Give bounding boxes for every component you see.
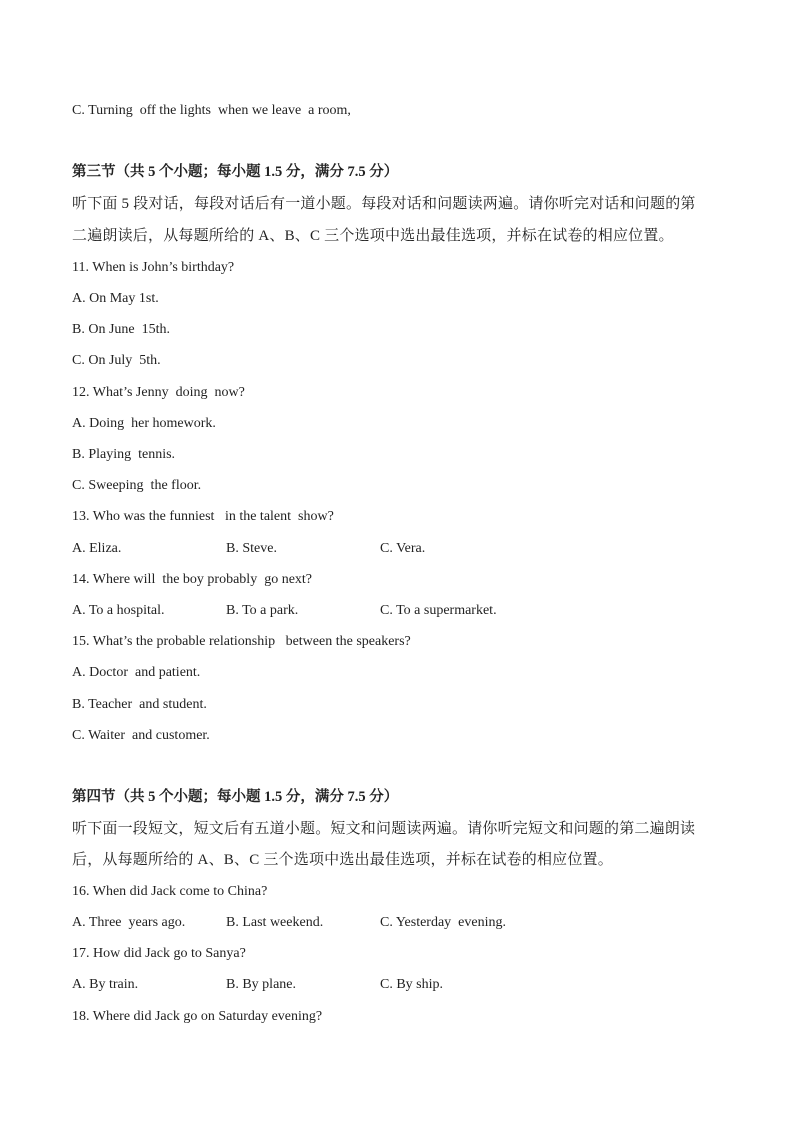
section3-heading: 第三节（共 5 个小题；每小题 1.5 分，满分 7.5 分） xyxy=(72,164,399,180)
q16-option-c: C. Yesterday evening. xyxy=(380,915,506,930)
section4-instruction-line1: 听下面一段短文，短文后有五道小题。短文和问题读两遍。请你听完短文和问题的第二遍朗读 xyxy=(72,821,696,837)
section3-instruction-line2: 二遍朗读后，从每题所给的 A、B、C 三个选项中选出最佳选项，并标在试卷的相应位置。 xyxy=(72,228,674,244)
q11-option-c: C. On July 5th. xyxy=(72,353,161,368)
q17-option-a: A. By train. xyxy=(72,977,139,992)
q16-option-a: A. Three years ago. xyxy=(72,915,186,930)
q13-option-a: A. Eliza. xyxy=(72,541,122,556)
q15-question: 15. What’s the probable relationship between the speakers? xyxy=(72,634,411,649)
q12-option-c: C. Sweeping the floor. xyxy=(72,478,202,493)
q15-option-b: B. Teacher and student. xyxy=(72,697,207,712)
section4-heading: 第四节（共 5 个小题；每小题 1.5 分，满分 7.5 分） xyxy=(72,789,399,805)
q15-option-a: A. Doctor and patient. xyxy=(72,665,201,680)
section3-instruction-line1: 听下面 5 段对话，每段对话后有一道小题。每段对话和问题读两遍。请你听完对话和问题的第 xyxy=(72,196,696,212)
q14-option-a: A. To a hospital. xyxy=(72,603,165,618)
q14-question: 14. Where will the boy probably go next? xyxy=(72,572,313,587)
q12-option-a: A. Doing her homework. xyxy=(72,416,216,431)
intro-option-c: C. Turning off the lights when we leave a room, xyxy=(72,103,351,118)
q12-question: 12. What’s Jenny doing now? xyxy=(72,385,245,400)
q14-option-b: B. To a park. xyxy=(226,603,299,618)
q11-option-a: A. On May 1st. xyxy=(72,291,159,306)
q18-question: 18. Where did Jack go on Saturday evening? xyxy=(72,1009,323,1024)
q12-option-b: B. Playing tennis. xyxy=(72,447,176,462)
q13-option-b: B. Steve. xyxy=(226,541,277,556)
q16-option-b: B. Last weekend. xyxy=(226,915,324,930)
q11-option-b: B. On June 15th. xyxy=(72,322,170,337)
q14-option-c: C. To a supermarket. xyxy=(380,603,497,618)
q17-option-b: B. By plane. xyxy=(226,977,296,992)
q15-option-c: C. Waiter and customer. xyxy=(72,728,210,743)
q17-question: 17. How did Jack go to Sanya? xyxy=(72,946,246,961)
q13-question: 13. Who was the funniest in the talent show? xyxy=(72,509,334,524)
q11-question: 11. When is John’s birthday? xyxy=(72,260,235,275)
q17-option-c: C. By ship. xyxy=(380,977,444,992)
q13-option-c: C. Vera. xyxy=(380,541,426,556)
section4-instruction-line2: 后，从每题所给的 A、B、C 三个选项中选出最佳选项，并标在试卷的相应位置。 xyxy=(72,852,613,868)
q16-question: 16. When did Jack come to China? xyxy=(72,884,268,899)
